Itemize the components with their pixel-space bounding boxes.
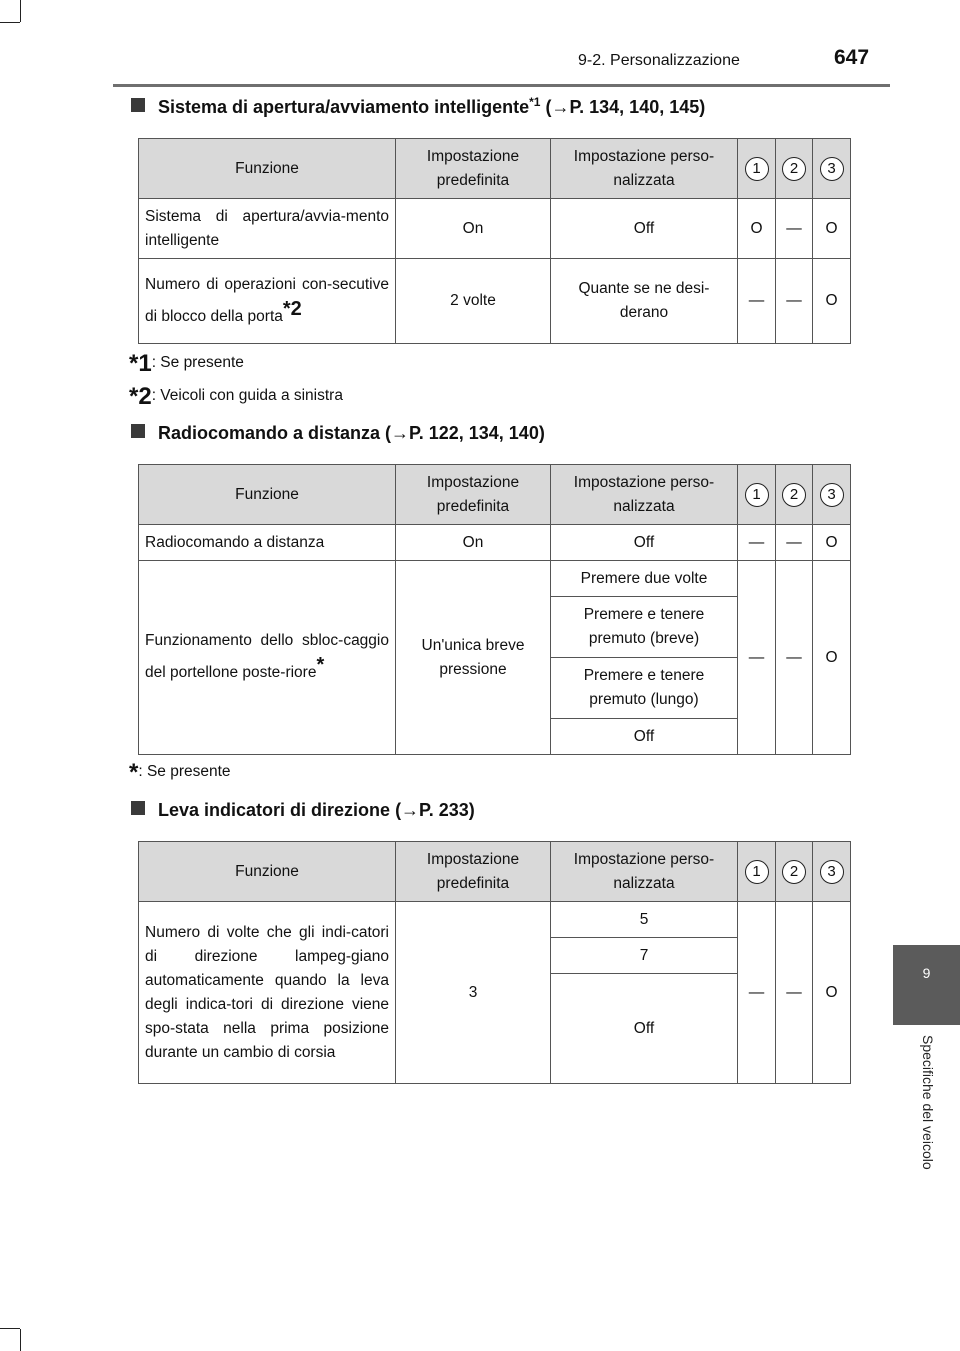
default-cell: On [396,525,551,561]
default-cell: On [396,199,551,259]
default-cell: Un'unica breve pressione [396,561,551,755]
col-default: Impostazione predefinita [396,465,551,525]
page-number: 647 [834,46,870,69]
custom-cell: Off [551,719,738,755]
chapter-number: 9 [922,965,931,981]
custom-cell: Off [551,525,738,561]
c1-cell: — [738,561,776,755]
section-title: 9-2. Personalizzazione [578,52,740,69]
c3-cell: O [813,259,851,344]
custom-cell: 5 [551,902,738,938]
c2-cell: — [776,902,813,1084]
table-row [139,525,851,561]
section2-heading: Radiocomando a distanza (→P. 122, 134, 140) [131,423,545,444]
custom-cell: Off [551,974,738,1084]
section1-table [138,138,851,344]
custom-cell: Premere e tenere premuto (lungo) [551,658,738,719]
func-cell: Funzionamento dello sbloc-caggio del portellone poste-riore* [139,561,396,755]
c1-cell: O [738,199,776,259]
col-funzione: Funzione [139,139,396,199]
circle-2-icon: 2 [776,842,813,902]
circle-2-icon: 2 [776,465,813,525]
c2-cell: — [776,525,813,561]
bullet-square-icon [131,424,145,438]
circle-1-icon: 1 [738,842,776,902]
circle-1-icon: 1 [738,139,776,199]
table-row [139,902,851,938]
circle-3-icon: 3 [813,139,851,199]
circle-2-icon: 2 [776,139,813,199]
bullet-square-icon [131,98,145,112]
custom-cell: 7 [551,938,738,974]
custom-cell: Premere e tenere premuto (breve) [551,597,738,658]
custom-cell: Quante se ne desi-derano [551,259,738,344]
section2-table [138,464,851,755]
func-cell: Sistema di apertura/avvia-mento intelligente [139,199,396,259]
crop-mark [0,22,20,23]
c3-cell: O [813,902,851,1084]
table-header-row [139,139,851,199]
section3-table [138,841,851,1084]
table-row [139,199,851,259]
c3-cell: O [813,199,851,259]
footnote: *2: Veicoli con guida a sinistra [129,383,343,410]
section1-heading: Sistema di apertura/avviamento intelligente$^{*1}$ (→P. 134, 140, 145) [131,95,705,118]
section3-heading: Leva indicatori di direzione (→P. 233) [131,800,475,821]
chapter-tab [893,945,960,1025]
col-default: Impostazione predefinita [396,139,551,199]
custom-cell: Premere due volte [551,561,738,597]
table-row [139,259,851,344]
footnote: *1: Se presente [129,350,244,377]
c3-cell: O [813,561,851,755]
col-custom: Impostazione perso-nalizzata [551,842,738,902]
circle-3-icon: 3 [813,465,851,525]
c1-cell: — [738,259,776,344]
table-row [139,561,851,597]
col-funzione: Funzione [139,465,396,525]
circle-1-icon: 1 [738,465,776,525]
func-cell: Numero di volte che gli indi-catori di direzione lampeg-giano automaticamente quando la leva degli indica-tori di direzione viene spo-stata nella prima posizione durante un cambio di corsia [139,902,396,1084]
custom-cell: Off [551,199,738,259]
table-header-row [139,465,851,525]
header-rule [113,84,890,87]
col-custom: Impostazione perso-nalizzata [551,465,738,525]
c1-cell: — [738,525,776,561]
c2-cell: — [776,199,813,259]
func-cell: Numero di operazioni con-secutive di blocco della porta$^{*2}$ [139,259,396,344]
func-cell: Radiocomando a distanza [139,525,396,561]
col-default: Impostazione predefinita [396,842,551,902]
default-cell: 3 [396,902,551,1084]
circle-3-icon: 3 [813,842,851,902]
crop-mark [20,0,21,22]
c1-cell: — [738,902,776,1084]
col-custom: Impostazione perso-nalizzata [551,139,738,199]
col-funzione: Funzione [139,842,396,902]
chapter-label: Specifiche del veicolo [920,1035,936,1170]
c2-cell: — [776,259,813,344]
table-header-row [139,842,851,902]
c2-cell: — [776,561,813,755]
crop-mark [20,1329,21,1351]
bullet-square-icon [131,801,145,815]
footnote: *: Se presente [129,759,231,786]
c3-cell: O [813,525,851,561]
crop-mark [0,1328,20,1329]
default-cell: 2 volte [396,259,551,344]
